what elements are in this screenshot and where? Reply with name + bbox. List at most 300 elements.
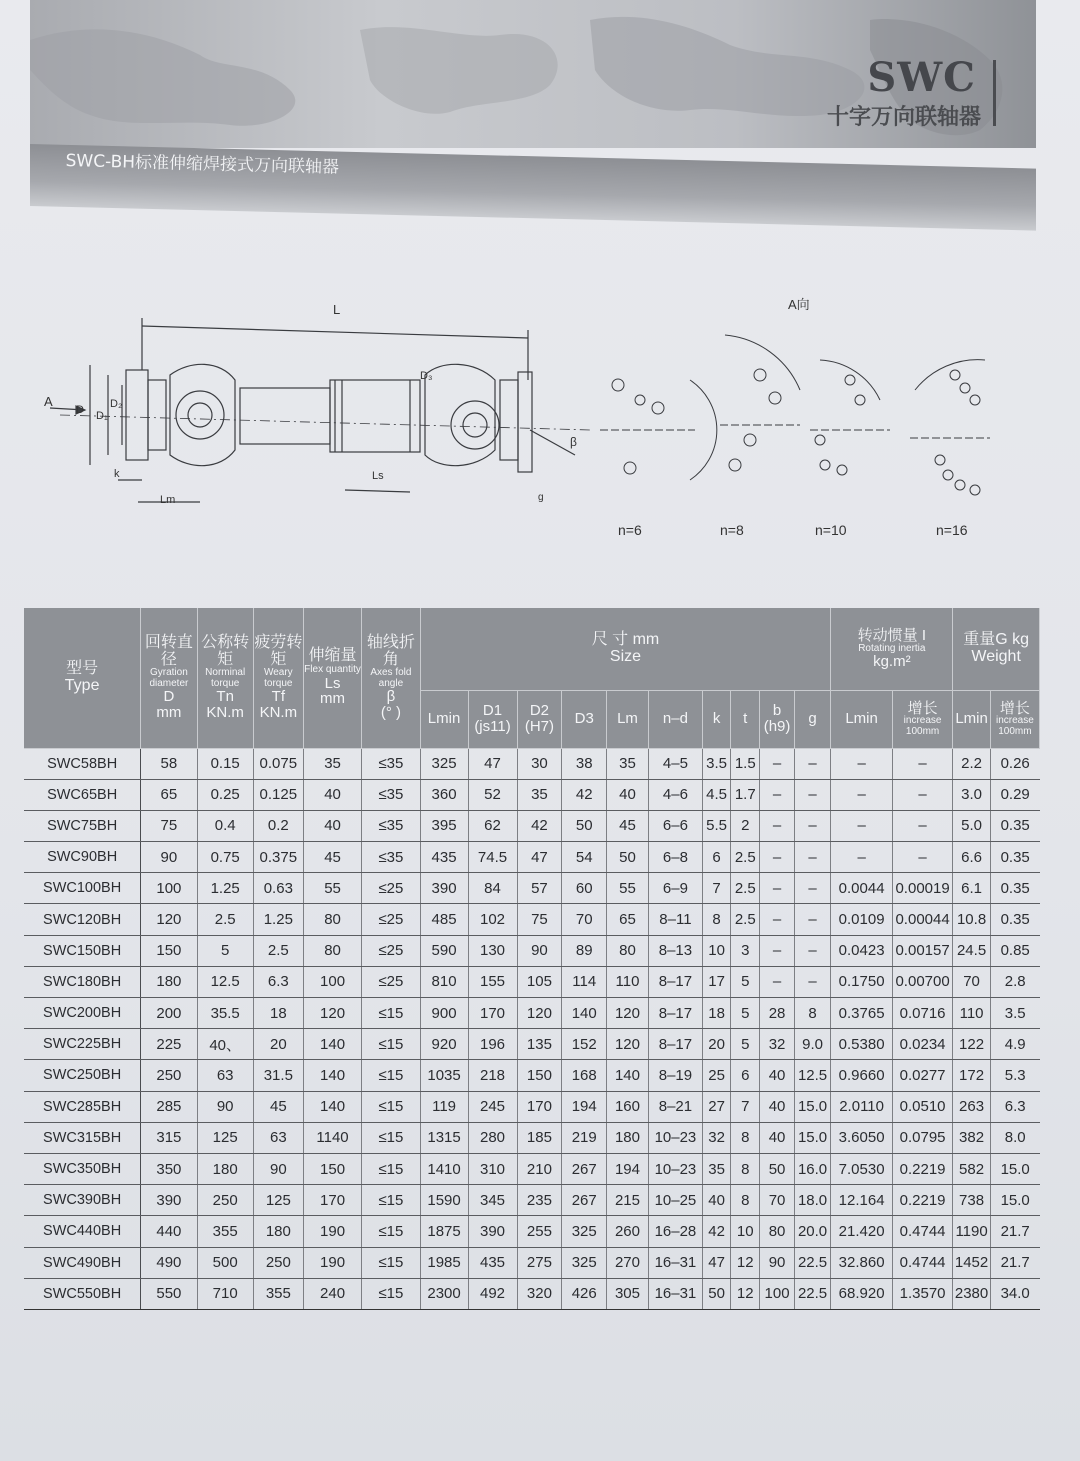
table-cell: 40: [760, 1122, 794, 1153]
table-cell: 0.26: [990, 748, 1039, 779]
table-cell: 6.3: [253, 966, 303, 997]
table-cell: 12.5: [794, 1060, 831, 1091]
table-cell: –: [794, 810, 831, 841]
table-cell: 27: [703, 1091, 731, 1122]
table-cell: 35: [303, 748, 361, 779]
table-row: [24, 1247, 1040, 1278]
table-cell: 305: [607, 1278, 649, 1309]
table-row: [24, 779, 1040, 810]
col-header-size: 尺 寸 mm Size: [420, 608, 831, 690]
table-cell: 16–31: [648, 1278, 702, 1309]
table-cell: 250: [197, 1185, 253, 1216]
table-cell: 390: [468, 1216, 517, 1247]
table-cell: 18.0: [794, 1185, 831, 1216]
table-cell: 4.9: [990, 1029, 1039, 1060]
table-cell: 170: [468, 998, 517, 1029]
table-body: [24, 748, 1040, 1309]
table-cell: –: [760, 810, 794, 841]
table-cell: 0.00044: [892, 904, 952, 935]
col-header-b: b (h9): [760, 690, 794, 748]
table-cell: 2: [731, 810, 760, 841]
col-header-d1: D1 (js11): [468, 690, 517, 748]
table-cell: ≤35: [362, 779, 420, 810]
table-cell: 0.0109: [831, 904, 893, 935]
table-cell: 17: [703, 966, 731, 997]
table-cell: –: [831, 779, 893, 810]
table-cell: 0.4: [197, 810, 253, 841]
table-cell: 21.7: [990, 1216, 1039, 1247]
table-cell: ≤15: [362, 1216, 420, 1247]
table-cell: 180: [141, 966, 197, 997]
table-cell: 190: [303, 1247, 361, 1278]
table-cell: 140: [607, 1060, 649, 1091]
table-cell: 2.2: [953, 748, 991, 779]
table-cell: 215: [607, 1185, 649, 1216]
table-cell: 4–6: [648, 779, 702, 810]
table-cell: 52: [468, 779, 517, 810]
col-header-g: g: [794, 690, 831, 748]
table-cell: 42: [517, 810, 562, 841]
type-cell: SWC350BH: [24, 1153, 141, 1184]
table-cell: 2.5: [253, 935, 303, 966]
table-cell: 168: [562, 1060, 607, 1091]
table-cell: 24.5: [953, 935, 991, 966]
table-cell: 435: [420, 842, 468, 873]
table-cell: 900: [420, 998, 468, 1029]
table-cell: 0.0234: [892, 1029, 952, 1060]
bolt-pattern-n8: n=8: [720, 522, 744, 538]
table-cell: 140: [562, 998, 607, 1029]
table-cell: 5: [731, 966, 760, 997]
table-cell: 150: [303, 1153, 361, 1184]
type-cell: SWC225BH: [24, 1029, 141, 1060]
table-cell: 40、: [197, 1029, 253, 1060]
table-cell: 6: [703, 842, 731, 873]
table-cell: 0.125: [253, 779, 303, 810]
table-cell: 260: [607, 1216, 649, 1247]
table-cell: ≤15: [362, 1029, 420, 1060]
table-cell: ≤35: [362, 810, 420, 841]
table-cell: 135: [517, 1029, 562, 1060]
table-cell: 10–25: [648, 1185, 702, 1216]
table-cell: 8–19: [648, 1060, 702, 1091]
table-cell: 8–17: [648, 998, 702, 1029]
table-cell: 0.0423: [831, 935, 893, 966]
table-cell: –: [760, 842, 794, 873]
table-row: [24, 810, 1040, 841]
table-cell: 4–5: [648, 748, 702, 779]
table-cell: 119: [420, 1091, 468, 1122]
table-cell: 40: [760, 1091, 794, 1122]
table-cell: 15.0: [794, 1091, 831, 1122]
technical-drawing: [30, 280, 1040, 560]
table-cell: 267: [562, 1153, 607, 1184]
table-cell: 1985: [420, 1247, 468, 1278]
table-cell: –: [794, 873, 831, 904]
table-cell: 32: [760, 1029, 794, 1060]
table-row: [24, 1216, 1040, 1247]
table-cell: 360: [420, 779, 468, 810]
table-cell: 90: [517, 935, 562, 966]
type-cell: SWC180BH: [24, 966, 141, 997]
table-cell: –: [794, 904, 831, 935]
table-cell: 8–17: [648, 966, 702, 997]
type-cell: SWC58BH: [24, 748, 141, 779]
table-cell: 6–6: [648, 810, 702, 841]
table-cell: 196: [468, 1029, 517, 1060]
table-cell: 125: [253, 1185, 303, 1216]
col-header-inertia-lmin: Lmin: [831, 690, 893, 748]
table-cell: 80: [303, 904, 361, 935]
table-cell: 90: [760, 1247, 794, 1278]
table-cell: 28: [760, 998, 794, 1029]
table-cell: 63: [253, 1122, 303, 1153]
dim-label-D: D: [76, 404, 84, 416]
table-cell: 0.2219: [892, 1153, 952, 1184]
table-cell: 25: [703, 1060, 731, 1091]
table-cell: 6.1: [953, 873, 991, 904]
table-cell: 160: [607, 1091, 649, 1122]
table-cell: 390: [420, 873, 468, 904]
table-cell: 130: [468, 935, 517, 966]
col-header-t: t: [731, 690, 760, 748]
table-cell: 3.6050: [831, 1122, 893, 1153]
table-cell: 150: [141, 935, 197, 966]
table-cell: 80: [607, 935, 649, 966]
table-cell: 90: [141, 842, 197, 873]
table-cell: 2.8: [990, 966, 1039, 997]
table-cell: ≤15: [362, 998, 420, 1029]
table-cell: 16.0: [794, 1153, 831, 1184]
table-cell: 1.25: [253, 904, 303, 935]
table-cell: 10: [731, 1216, 760, 1247]
table-cell: 45: [303, 842, 361, 873]
table-cell: 100: [760, 1278, 794, 1309]
table-row: [24, 1091, 1040, 1122]
col-header-n-d: n–d: [648, 690, 702, 748]
type-cell: SWC490BH: [24, 1247, 141, 1278]
table-cell: 255: [517, 1216, 562, 1247]
table-cell: 0.375: [253, 842, 303, 873]
table-cell: 325: [562, 1216, 607, 1247]
table-cell: 1035: [420, 1060, 468, 1091]
table-cell: 45: [253, 1091, 303, 1122]
table-cell: 70: [562, 904, 607, 935]
table-row: [24, 904, 1040, 935]
table-cell: 355: [253, 1278, 303, 1309]
table-cell: 20: [703, 1029, 731, 1060]
table-cell: 7: [731, 1091, 760, 1122]
table-cell: 55: [303, 873, 361, 904]
table-cell: 120: [607, 1029, 649, 1060]
table-cell: 0.4744: [892, 1247, 952, 1278]
view-arrow-label-A: A: [44, 394, 53, 409]
table-cell: 2.5: [731, 842, 760, 873]
type-cell: SWC200BH: [24, 998, 141, 1029]
table-cell: 120: [303, 998, 361, 1029]
table-cell: 0.35: [990, 873, 1039, 904]
table-cell: 140: [303, 1091, 361, 1122]
dim-label-D3: D₃: [420, 370, 433, 382]
table-cell: –: [760, 904, 794, 935]
table-cell: 16–28: [648, 1216, 702, 1247]
table-cell: –: [760, 779, 794, 810]
col-header-lmin: Lmin: [420, 690, 468, 748]
table-cell: –: [831, 748, 893, 779]
table-cell: 710: [197, 1278, 253, 1309]
type-cell: SWC315BH: [24, 1122, 141, 1153]
table-cell: 5.0: [953, 810, 991, 841]
table-cell: 6–9: [648, 873, 702, 904]
table-cell: 15.0: [990, 1153, 1039, 1184]
table-cell: 194: [562, 1091, 607, 1122]
type-cell: SWC390BH: [24, 1185, 141, 1216]
table-cell: 35: [607, 748, 649, 779]
table-cell: 32.860: [831, 1247, 893, 1278]
col-header-d2: D2 (H7): [517, 690, 562, 748]
table-cell: 250: [253, 1247, 303, 1278]
table-cell: 110: [607, 966, 649, 997]
table-cell: 60: [562, 873, 607, 904]
table-cell: 12.5: [197, 966, 253, 997]
table-cell: 3.0: [953, 779, 991, 810]
table-cell: 395: [420, 810, 468, 841]
table-cell: 42: [562, 779, 607, 810]
table-cell: 105: [517, 966, 562, 997]
coupling-drawing: [30, 280, 1040, 560]
table-cell: 250: [141, 1060, 197, 1091]
table-row: [24, 935, 1040, 966]
table-cell: 492: [468, 1278, 517, 1309]
table-cell: 75: [141, 810, 197, 841]
table-cell: 50: [760, 1153, 794, 1184]
table-cell: 8–11: [648, 904, 702, 935]
col-header-weary-torque: 疲劳转矩 Weary torque Tf KN.m: [253, 608, 303, 748]
table-cell: ≤15: [362, 1153, 420, 1184]
table-cell: 310: [468, 1153, 517, 1184]
table-cell: 194: [607, 1153, 649, 1184]
table-cell: –: [760, 966, 794, 997]
table-cell: 15.0: [794, 1122, 831, 1153]
table-cell: 7.0530: [831, 1153, 893, 1184]
table-cell: 325: [562, 1247, 607, 1278]
brand-subtitle: 十字万向联轴器: [826, 105, 981, 130]
table-cell: 102: [468, 904, 517, 935]
table-cell: 3.5: [703, 748, 731, 779]
table-cell: 100: [141, 873, 197, 904]
table-cell: 47: [468, 748, 517, 779]
table-cell: 1.25: [197, 873, 253, 904]
table-cell: 225: [141, 1029, 197, 1060]
table-cell: 2.5: [197, 904, 253, 935]
table-cell: 42: [703, 1216, 731, 1247]
table-cell: 16–31: [648, 1247, 702, 1278]
dim-label-g: g: [538, 492, 544, 503]
table-cell: 10–23: [648, 1122, 702, 1153]
table-cell: ≤25: [362, 935, 420, 966]
table-cell: 22.5: [794, 1278, 831, 1309]
table-cell: 75: [517, 904, 562, 935]
table-cell: 68.920: [831, 1278, 893, 1309]
table-cell: 0.2: [253, 810, 303, 841]
table-cell: 6.3: [990, 1091, 1039, 1122]
table-cell: 180: [197, 1153, 253, 1184]
table-cell: 0.9660: [831, 1060, 893, 1091]
table-cell: 0.15: [197, 748, 253, 779]
table-cell: 140: [303, 1029, 361, 1060]
table-cell: 22.5: [794, 1247, 831, 1278]
table-cell: 155: [468, 966, 517, 997]
table-cell: 190: [303, 1216, 361, 1247]
table-cell: 2.5: [731, 873, 760, 904]
table-cell: 1315: [420, 1122, 468, 1153]
table-cell: 0.63: [253, 873, 303, 904]
header-banner: [30, 0, 1036, 148]
table-cell: 500: [197, 1247, 253, 1278]
table-cell: 7: [703, 873, 731, 904]
table-cell: 35: [703, 1153, 731, 1184]
table-cell: 110: [953, 998, 991, 1029]
col-header-axes-fold-angle: 轴线折角 Axes fold angle β (° ): [362, 608, 420, 748]
table-cell: 263: [953, 1091, 991, 1122]
table-cell: 150: [517, 1060, 562, 1091]
table-cell: 0.75: [197, 842, 253, 873]
col-header-inertia-increase: 增长 increase 100mm: [892, 690, 952, 748]
dim-label-D1: D₁: [96, 410, 108, 422]
table-cell: 54: [562, 842, 607, 873]
table-row: [24, 873, 1040, 904]
table-cell: –: [794, 842, 831, 873]
table-cell: 45: [607, 810, 649, 841]
table-cell: 382: [953, 1122, 991, 1153]
table-cell: 0.075: [253, 748, 303, 779]
table-cell: 280: [468, 1122, 517, 1153]
table-cell: 15.0: [990, 1185, 1039, 1216]
table-cell: 8: [703, 904, 731, 935]
table-cell: 8: [794, 998, 831, 1029]
table-cell: 485: [420, 904, 468, 935]
table-cell: 8–13: [648, 935, 702, 966]
table-cell: –: [831, 810, 893, 841]
table-cell: –: [760, 748, 794, 779]
dim-label-D2: D₂: [110, 398, 123, 410]
bolt-pattern-n10: n=10: [815, 522, 847, 538]
table-cell: 62: [468, 810, 517, 841]
table-cell: 47: [703, 1247, 731, 1278]
table-cell: 8–21: [648, 1091, 702, 1122]
table-row: [24, 842, 1040, 873]
table-cell: –: [892, 810, 952, 841]
table-cell: 8–17: [648, 1029, 702, 1060]
col-header-rotating-inertia: 转动惯量 I Rotating inertia kg.m²: [831, 608, 953, 690]
table-cell: 0.25: [197, 779, 253, 810]
table-cell: 35.5: [197, 998, 253, 1029]
table-cell: 8: [731, 1122, 760, 1153]
table-cell: ≤15: [362, 1247, 420, 1278]
table-cell: ≤15: [362, 1185, 420, 1216]
table-cell: 20: [253, 1029, 303, 1060]
table-cell: 125: [197, 1122, 253, 1153]
table-cell: 40: [303, 779, 361, 810]
table-cell: 1140: [303, 1122, 361, 1153]
type-cell: SWC285BH: [24, 1091, 141, 1122]
table-cell: 9.0: [794, 1029, 831, 1060]
table-cell: 3: [731, 935, 760, 966]
table-cell: 5: [731, 1029, 760, 1060]
table-cell: 582: [953, 1153, 991, 1184]
table-cell: 270: [607, 1247, 649, 1278]
table-cell: 12: [731, 1247, 760, 1278]
table-cell: 50: [562, 810, 607, 841]
table-cell: 120: [141, 904, 197, 935]
table-cell: 100: [303, 966, 361, 997]
table-cell: 0.2219: [892, 1185, 952, 1216]
table-cell: 5.3: [990, 1060, 1039, 1091]
brand-logo: SWC: [867, 54, 976, 101]
table-cell: 55: [607, 873, 649, 904]
table-cell: 180: [253, 1216, 303, 1247]
table-cell: 3.5: [990, 998, 1039, 1029]
table-cell: 0.0510: [892, 1091, 952, 1122]
table-cell: 490: [141, 1247, 197, 1278]
type-cell: SWC550BH: [24, 1278, 141, 1309]
table-cell: –: [760, 873, 794, 904]
type-cell: SWC100BH: [24, 873, 141, 904]
table-cell: 172: [953, 1060, 991, 1091]
table-cell: 34.0: [990, 1278, 1039, 1309]
table-cell: 30: [517, 748, 562, 779]
dim-label-Ls: Ls: [372, 470, 384, 482]
table-cell: ≤25: [362, 966, 420, 997]
table-cell: 2.0110: [831, 1091, 893, 1122]
table-cell: 1590: [420, 1185, 468, 1216]
table-cell: 325: [420, 748, 468, 779]
table-cell: 1.7: [731, 779, 760, 810]
table-cell: 80: [760, 1216, 794, 1247]
table-cell: –: [794, 935, 831, 966]
table-cell: 10–23: [648, 1153, 702, 1184]
table-cell: 218: [468, 1060, 517, 1091]
table-cell: 170: [303, 1185, 361, 1216]
table-cell: ≤15: [362, 1091, 420, 1122]
table-cell: –: [892, 842, 952, 873]
table-cell: 0.35: [990, 810, 1039, 841]
specification-table: [24, 608, 1040, 1310]
table-cell: 235: [517, 1185, 562, 1216]
table-cell: 5: [197, 935, 253, 966]
table-row: [24, 966, 1040, 997]
table-cell: 1452: [953, 1247, 991, 1278]
table-cell: –: [892, 748, 952, 779]
table-cell: –: [892, 779, 952, 810]
table-cell: 0.0795: [892, 1122, 952, 1153]
table-cell: 350: [141, 1153, 197, 1184]
table-cell: 0.0277: [892, 1060, 952, 1091]
table-cell: 590: [420, 935, 468, 966]
table-cell: 12.164: [831, 1185, 893, 1216]
table-cell: 40: [607, 779, 649, 810]
table-cell: 38: [562, 748, 607, 779]
table-cell: 0.00700: [892, 966, 952, 997]
table-cell: 8.0: [990, 1122, 1039, 1153]
table-cell: 50: [703, 1278, 731, 1309]
table-row: [24, 1185, 1040, 1216]
table-cell: 0.4744: [892, 1216, 952, 1247]
table-cell: 20.0: [794, 1216, 831, 1247]
table-cell: –: [794, 779, 831, 810]
table-cell: 170: [517, 1091, 562, 1122]
table-cell: 21.420: [831, 1216, 893, 1247]
